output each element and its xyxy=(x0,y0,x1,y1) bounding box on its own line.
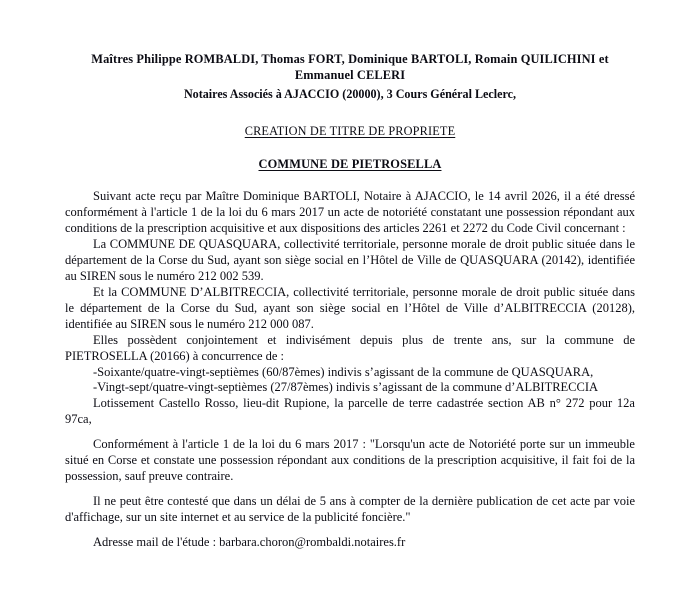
letterhead xyxy=(65,0,635,102)
paragraph-article-loi-citation: Conformément à l'article 1 de la loi du 6 mars 2017 : "Lorsqu'un acte de Notoriété porte sur un immeuble situé en Corse et constate une possession répondant aux conditions de la prescription acquisitive, il fait foi de la possession, sauf preuve contraire. xyxy=(65,437,635,484)
letterhead-address-line: Notaires Associés à AJACCIO (20000), 3 Cours Général Leclerc, xyxy=(183,86,517,101)
document-content xyxy=(65,0,635,551)
paragraph-possession-indivise: Elles possèdent conjointement et indivisément depuis plus de trente ans, sur la commune de PIETROSELLA (20166) à concurrence de : xyxy=(65,332,635,363)
paragraph-parcelle-cadastrale: Lotissement Castello Rosso, lieu-dit Rupione, la parcelle de terre cadastrée section AB n° 272 pour 12a 97ca, xyxy=(65,396,635,427)
document-body xyxy=(65,189,635,551)
paragraph-quote-part-albitreccia: -Vingt-sept/quatre-vingt-septièmes (27/87èmes) indivis s’agissant de la commune d’ALBITRECCIA xyxy=(93,380,599,395)
document-subtitle: COMMUNE DE PIETROSELLA xyxy=(258,157,442,172)
paragraph-quote-part-quasquara: -Soixante/quatre-vingt-septièmes (60/87èmes) indivis s’agissant de la commune de QUASQUARA, xyxy=(93,364,594,379)
paragraph-adresse-mail: Adresse mail de l'étude : barbara.choron@rombaldi.notaires.fr xyxy=(93,534,406,549)
paragraph-delai-contestation: Il ne peut être contesté que dans un délai de 5 ans à compter de la dernière publication de cet acte par voie d'affichage, sur un site internet et au service de la publicité foncière." xyxy=(65,494,635,525)
letterhead-notaries-line: Maîtres Philippe ROMBALDI, Thomas FORT, Dominique BARTOLI, Romain QUILICHINI et Emmanuel CELERI xyxy=(91,52,609,82)
document-title: CREATION DE TITRE DE PROPRIETE xyxy=(244,124,456,139)
paragraph-acte-recu: Suivant acte reçu par Maître Dominique BARTOLI, Notaire à AJACCIO, le 14 avril 2026, il a été dressé conformément à l'article 1 de la loi du 6 mars 2017 un acte de notoriété constatant une possession répondant aux conditions de la prescription acquisitive et aux dispositions des articles 2261 et 2272 du Code Civil concernant : xyxy=(65,189,635,236)
paragraph-commune-quasquara: La COMMUNE DE QUASQUARA, collectivité territoriale, personne morale de droit public située dans le département de la Corse du Sud, ayant son siège social en l’Hôtel de Ville de QUASQUARA (20142), identifiée au SIREN sous le numéro 212 002 539. xyxy=(65,237,635,283)
paragraph-commune-albitreccia: Et la COMMUNE D’ALBITRECCIA, collectivité territoriale, personne morale de droit public située dans le département de la Corse du Sud, ayant son siège social en l’Hôtel de Ville d’ALBITRECCIA (20128), identifiée au SIREN sous le numéro 212 000 087. xyxy=(65,284,635,331)
